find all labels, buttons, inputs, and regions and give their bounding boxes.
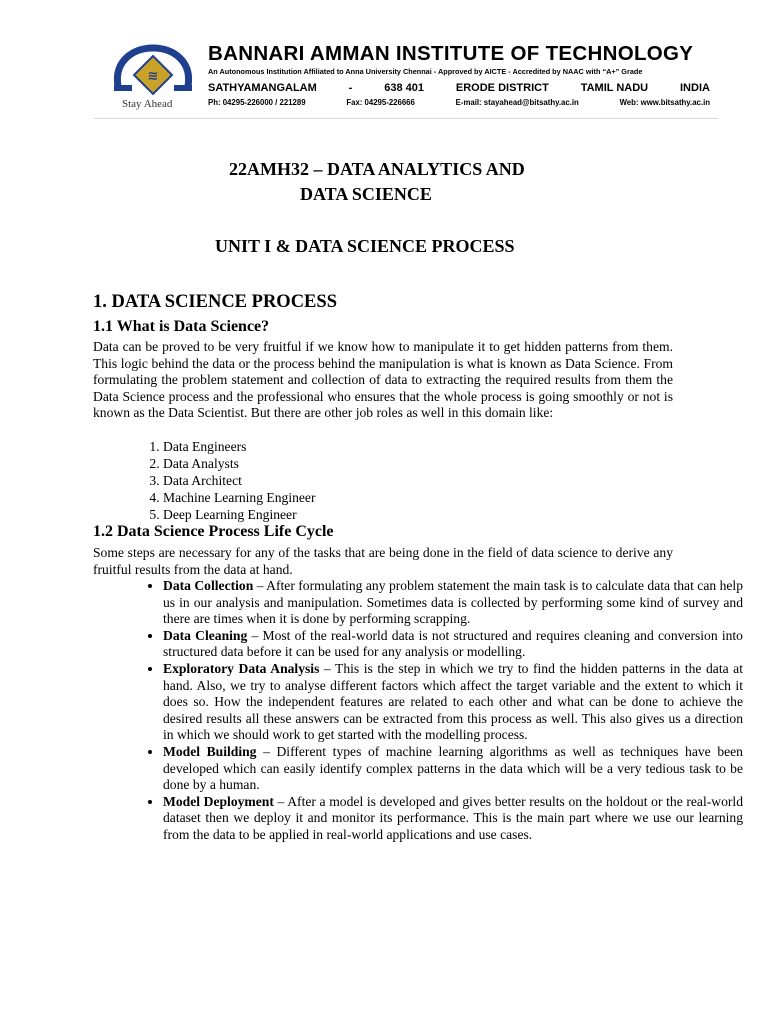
- list-item: [163, 661, 743, 744]
- unit-title: UNIT I & DATA SCIENCE PROCESS: [215, 236, 515, 256]
- job-roles-list: [93, 439, 316, 524]
- section-heading: 1. DATA SCIENCE PROCESS: [93, 292, 337, 312]
- life-cycle-steps-list: [93, 578, 743, 844]
- step-term: Model Deployment: [163, 793, 274, 809]
- step-text: – After a model is developed and gives better results on the holdout or the real-world dataset then we deploy it and monitor its performance. This is the main part where we use our learning from the data to be applied in real-world applications and use cases.: [163, 793, 743, 842]
- institution-contact: [208, 98, 710, 107]
- step-text: – After formulating any problem statement the main task is to calculate data that can help us in our analysis and manipulation. Sometimes data is collected by performing some kind of survey and there are times when it is done by performing scrapping.: [163, 578, 743, 627]
- logo-tagline: Stay Ahead: [122, 98, 173, 110]
- course-title-line1: 22AMH32 – DATA ANALYTICS AND: [229, 159, 525, 179]
- step-text: – Most of the real-world data is not structured and requires cleaning and conversion into structured data before it can be used for any analysis or modelling.: [163, 627, 743, 660]
- address-part: ERODE DISTRICT: [455, 82, 549, 94]
- list-item: 1. Data Engineers: [163, 439, 316, 456]
- address-part: -: [348, 82, 353, 94]
- institution-address: [208, 82, 710, 94]
- contact-web: Web: www.bitsathy.ac.in: [619, 98, 710, 107]
- contact-phone: Ph: 04295-226000 / 221289: [208, 98, 306, 107]
- list-item: 2. Data Analysts: [163, 456, 316, 473]
- list-item: 3. Data Architect: [163, 473, 316, 490]
- list-item: [163, 794, 743, 844]
- step-text: – Different types of machine learning algorithms as well as techniques have been developed which can easily identify complex patterns in the data which will be a very tedious task to be done by a human.: [163, 743, 743, 793]
- address-part: SATHYAMANGALAM: [208, 82, 317, 94]
- list-item: [163, 578, 743, 628]
- contact-fax: Fax: 04295-226666: [346, 98, 415, 107]
- step-term: Exploratory Data Analysis: [163, 660, 320, 676]
- step-term: Data Cleaning: [163, 627, 248, 643]
- contact-email: E-mail: stayahead@bitsathy.ac.in: [455, 98, 579, 107]
- letterhead: [94, 38, 718, 119]
- list-item: [163, 628, 743, 661]
- step-term: Data Collection: [163, 578, 254, 593]
- institution-name: BANNARI AMMAN INSTITUTE OF TECHNOLOGY: [208, 42, 694, 65]
- course-title-line2: DATA SCIENCE: [300, 184, 432, 204]
- svg-text:≋: ≋: [147, 69, 159, 84]
- subsection-heading-what-is-data-science: 1.1 What is Data Science?: [93, 318, 270, 335]
- step-text: – This is the step in which we try to find the hidden patterns in the data at hand. Also, we try to analyse different factors which affect the target variable and the extent to which it does so. How the independent features are related to each other and what can be done to achieve the desired results all these answers can be extracted from this process as well. This also gives us a direction in which we should work to get started with the modelling process.: [163, 660, 743, 743]
- step-term: Model Building: [163, 743, 257, 759]
- institution-logo-icon: [112, 42, 194, 98]
- address-part: 638 401: [384, 82, 424, 94]
- institution-affiliation: An Autonomous Institution Affiliated to Anna University Chennai - Approved by AICTE - Accredited by NAAC with “A+” Grade: [208, 67, 643, 76]
- list-item: 5. Deep Learning Engineer: [163, 507, 316, 524]
- list-item: [163, 744, 743, 794]
- address-part: INDIA: [680, 82, 710, 94]
- intro-paragraph: Data can be proved to be very fruitful if we know how to manipulate it to get hidden patterns from them. This logic behind the data or the process behind the manipulation is what is known as Data Science. From formulating the problem statement and collection of data to extracting the required results from them the Data Science process and the professional who ensures that the whole process is going smoothly or not is known as the Data Scientist. But there are other job roles as well in this domain like:: [93, 339, 673, 421]
- subsection-heading-life-cycle: 1.2 Data Science Process Life Cycle: [93, 523, 334, 540]
- address-part: TAMIL NADU: [580, 82, 649, 94]
- list-item: 4. Machine Learning Engineer: [163, 490, 316, 507]
- life-cycle-paragraph: Some steps are necessary for any of the tasks that are being done in the field of data science to derive any fruitful results from the data at hand.: [93, 545, 673, 577]
